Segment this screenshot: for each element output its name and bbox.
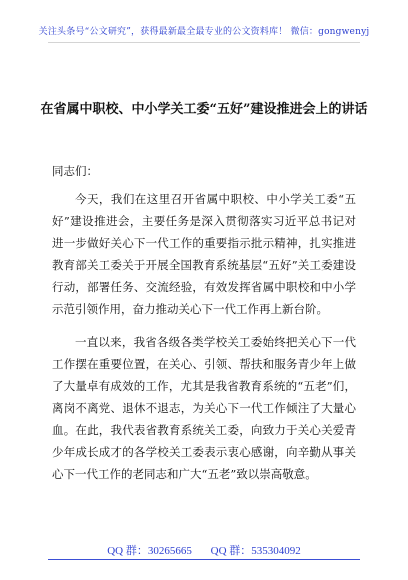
header-banner: 关注头条号“公文研究”，获得最新最全最专业的公文资料库！ 微信：gongwenyj: [38, 27, 370, 37]
paragraph-2: 一直以来，我省各级各类学校关工委始终把关心下一代工作摆在重要位置，在关心、引领、帮扶和服务青少年上做了大量卓有成效的工作，尤其是我省教育系统的“五老”们，离岗不离党、退休不退志，为关心下一代工作倾注了大量心血。在此，我代表省教育系统关工委，向致力于关心关爱青少年成长成才的各学校关工委表示衷心感谢，向辛勤从事关心下一代工作的老同志和广大“五老”致以崇高敬意。: [52, 335, 356, 481]
document-body: [52, 160, 356, 496]
footer-contacts: [0, 542, 408, 558]
salutation: 同志们：: [52, 164, 98, 178]
paragraph-1: 今天，我们在这里召开省属中职校、中小学关工委“五好”建设推进会，主要任务是深入贯彻落实习近平总书记对进一步做好关心下一代工作的重要指示批示精神，扎实推进教育部关工委关于开展全国教育系统基层“五好”关工委建设行动，部署任务、交流经验，有效发挥省属中职校和中小学示范引领作用，奋力推动关心下一代工作再上新台阶。: [52, 192, 356, 316]
footer-qq-group-2: QQ 群：535304092: [210, 545, 301, 557]
footer-qq-group-1: QQ 群：30265665: [107, 545, 192, 557]
footer-divider: [48, 559, 360, 560]
header-divider: [48, 42, 360, 43]
document-title: 在省属中职校、中小学关工委“五好”建设推进会上的讲话: [40, 102, 368, 117]
